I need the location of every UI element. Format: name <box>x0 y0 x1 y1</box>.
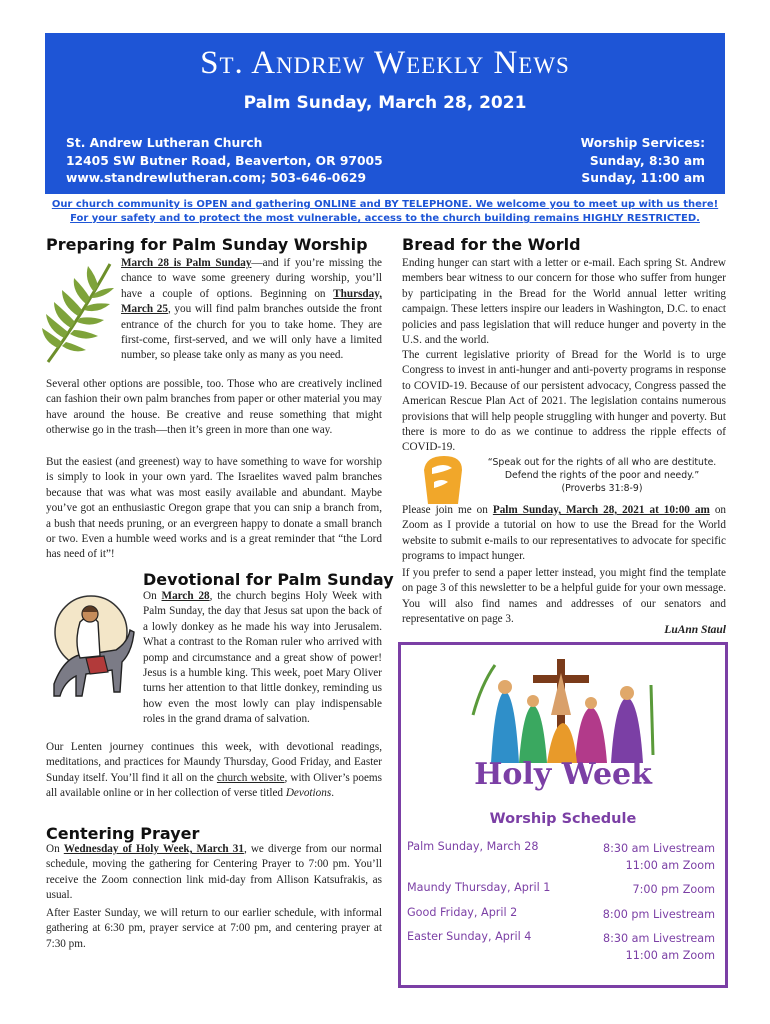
palm-p1-text-a: —and if you’re missing the chance to wave some greenery during worship, you’ll have a couple of options. Beginning on <box>121 257 383 300</box>
bread-for-the-world-logo <box>418 452 468 508</box>
bread-p3-text-b: on Zoom as I provide a tutorial on how to use the Bread for the World website to submit e-mails to our representatives to advocate for specific programs to impact hunger. <box>402 504 727 563</box>
quote-citation: (Proverbs 31:8-9) <box>561 483 643 494</box>
bread-p3-text-a: Please join me on <box>402 504 493 516</box>
devotional-heading: Devotional for Palm Sunday <box>143 570 394 589</box>
bread-paragraph-3 <box>402 503 726 565</box>
service-time-1: Sunday, 8:30 am <box>589 153 705 168</box>
centering-paragraph-2: After Easter Sunday, we will return to our earlier schedule, with informal gathering at 6:30 pm, prayer service at 7:00 pm, and centering prayer at 7:30 pm. <box>46 907 382 950</box>
services-label: Worship Services: <box>580 136 705 150</box>
palm-paragraph-3: But the easiest (and greenest) way to have something to wave for worship is simply to look in your own yard. The Israelites waved palm branches because that was what was most easily available and abundant. Maybe you’ve got an enthusiastic Oregon grape that you can snip a branch from, a bush that needs pruning, or an evergreen happy to donate a small branch or two. Even a humble weed works and is a great reminder that “the Lord has need of it”! <box>46 456 382 561</box>
palm-thursday: Thursday, March 25 <box>121 287 382 316</box>
devotional-on: On <box>143 590 162 602</box>
schedule-times <box>633 881 716 898</box>
schedule-time-1: 8:00 pm Livestream <box>602 908 715 921</box>
holy-week-illustration <box>471 655 659 765</box>
church-web-phone: www.standrewlutheran.com; 503-646-0629 <box>66 171 367 185</box>
church-name: St. Andrew Lutheran Church <box>66 136 263 150</box>
holy-week-title: Holy Week <box>474 757 652 792</box>
church-address: 12405 SW Butner Road, Beaverton, OR 97005 <box>66 153 383 168</box>
author-signature: LuAnn Staul <box>664 624 726 636</box>
centering-on: On <box>46 843 64 855</box>
notice-line-2: For your safety and to protect the most vulnerable, access to the church building remains HIGHLY RESTRICTED. <box>70 213 700 224</box>
centering-p1-text: , we diverge from our normal schedule, moving the gathering for Centering Prayer to 7:00 pm. You’ll receive the Zoom connection link mid-day from Allison Katsufrakis, as usual. <box>46 843 382 902</box>
schedule-time-2: 11:00 am Zoom <box>625 949 715 962</box>
schedule-times <box>603 930 715 964</box>
masthead-banner <box>45 33 725 194</box>
centering-heading: Centering Prayer <box>46 824 200 843</box>
devotional-p1-text: , the church begins Holy Week with Palm Sunday, the day that Jesus sat upon the back of a lowly donkey as he made his way into Jerusalem. What a contrast to the Roman ruler who arrived with pomp and circumstance and a great show of power! Jesus is a humble king. This week, poet Mary Oliver turns her attention to that little donkey, reminding us how even the most lowly can play indispensable roles in the grand drama of salvation. <box>143 590 382 726</box>
quote-line-2: Defend the rights of the poor and needy.” <box>504 470 700 481</box>
issue-date: Palm Sunday, March 28, 2021 <box>243 93 527 113</box>
schedule-row <box>407 930 715 964</box>
quote-line-1: “Speak out for the rights of all who are destitute. <box>487 457 717 468</box>
schedule-time-1: 8:30 am Livestream <box>602 842 715 855</box>
palm-date-link: March 28 is Palm Sunday <box>121 257 252 269</box>
church-notice <box>45 198 725 226</box>
schedule-event: Good Friday, April 2 <box>407 906 518 919</box>
bread-heading: Bread for the World <box>402 235 581 254</box>
worship-services <box>581 135 705 188</box>
schedule-event: Easter Sunday, April 4 <box>407 930 532 943</box>
centering-paragraph-1 <box>46 842 382 904</box>
church-website-link[interactable]: church website <box>216 771 285 784</box>
bread-paragraph-4: If you prefer to send a paper letter instead, you might find the template on page 3 of this newsletter to be a helpful guide for your own message. You will also find names and addresses of our senators and representative on page 3. <box>402 567 726 626</box>
bread-paragraph-1: Ending hunger can start with a letter or e-mail. Each spring St. Andrew members bear witness to our concern for those who suffer from hunger by participating in the Bread for the World annual letter writing campaign. These letters inspire our leaders in Washington, D.C. to enact policies and pass legislation that will reduce hunger and poverty in the U.S. and the world. <box>402 257 726 347</box>
palm-branch-illustration <box>40 258 118 368</box>
devotions-title: Devotions <box>285 787 332 800</box>
devotional-p2-text-b: , with Oliver’s poems all available online or in her collection of verse titled <box>46 771 382 800</box>
palm-heading: Preparing for Palm Sunday Worship <box>46 235 368 254</box>
schedule-time-1: 8:30 am Livestream <box>602 932 715 945</box>
devotional-p2-text-a: Our Lenten journey continues this week, with devotional readings, meditations, and practices for Maundy Thursday, Good Friday, and Easter Sunday itself. You’ll find it all on the <box>46 741 382 784</box>
service-time-2: Sunday, 11:00 am <box>581 171 705 185</box>
devotional-paragraph-2 <box>46 740 382 802</box>
devotional-date: March 28 <box>161 590 210 602</box>
bread-paragraph-2: The current legislative priority of Bread for the World is to urge Congress to invest in anti-hunger and anti-poverty programs in response to COVID-19. Because of our persistent advocacy, Congress passed the American Rescue Plan Act of 2021. The legislation contains numerous provisions that will help people struggling with hunger and poverty. But there is more to do as we continue to address the ripple effects of COVID-19. <box>402 349 726 454</box>
centering-date: Wednesday of Holy Week, March 31 <box>63 843 244 855</box>
schedule-event: Palm Sunday, March 28 <box>407 840 539 853</box>
newsletter-title: St. Andrew Weekly News <box>200 45 570 81</box>
schedule-event: Maundy Thursday, April 1 <box>407 881 551 894</box>
devotional-p2-text-c: . <box>331 787 334 800</box>
schedule-time-2: 11:00 am Zoom <box>625 859 715 872</box>
palm-paragraph-1 <box>121 256 382 364</box>
devotional-paragraph-1a <box>143 589 382 728</box>
zoom-session-date: Palm Sunday, March 28, 2021 at 10:00 am <box>492 504 710 516</box>
schedule-times <box>603 906 715 923</box>
church-contact <box>66 135 383 188</box>
notice-line-1: Our church community is OPEN and gathering ONLINE and BY TELEPHONE. We welcome you to meet up with us there! <box>51 199 719 210</box>
schedule-row <box>407 906 715 924</box>
palm-paragraph-2: Several other options are possible, too. Those who are creatively inclined can fashion their own palm branches from paper or other material you may have around the house. Be creative and reuse something that might otherwise go in the trash—then it’s green in more than one way. <box>46 378 382 437</box>
jesus-donkey-illustration <box>46 592 136 700</box>
schedule-times <box>603 840 715 874</box>
schedule-row <box>407 881 715 899</box>
schedule-row <box>407 840 715 874</box>
schedule-time-1: 7:00 pm Zoom <box>632 883 715 896</box>
palm-p1-text-b: , you will find palm branches outside the front entrance of the church for you to take home. They are first-come, first-served, and we will only have a limited number, so please take only as many as you need. <box>121 303 382 362</box>
worship-schedule-title: Worship Schedule <box>489 811 637 827</box>
holy-week-box <box>398 642 728 988</box>
bread-quote <box>478 456 726 495</box>
